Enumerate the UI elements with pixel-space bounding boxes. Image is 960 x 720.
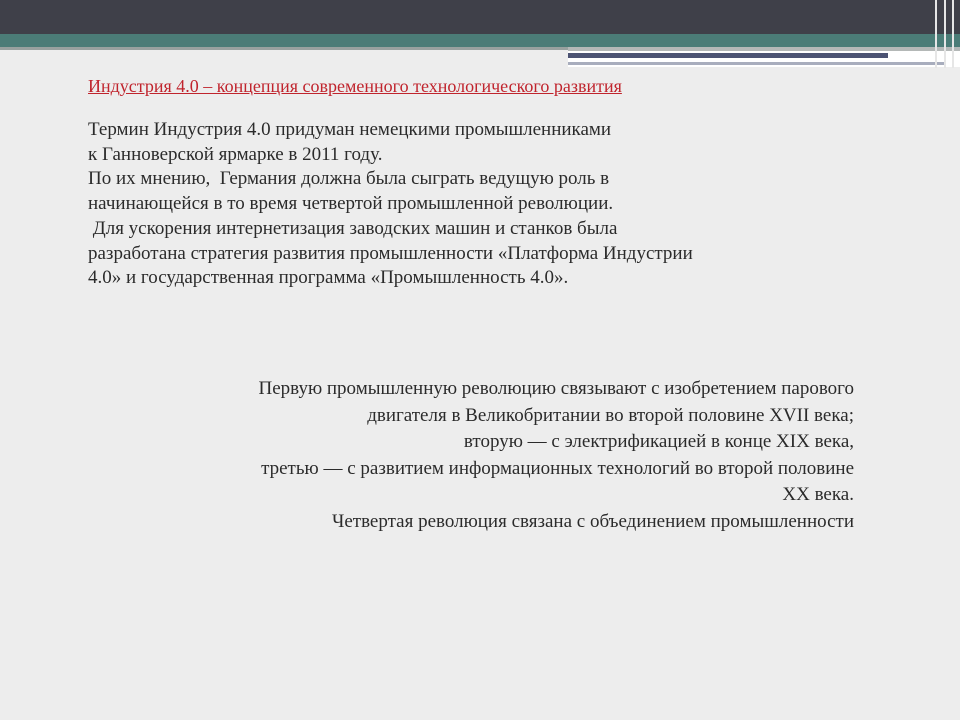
text-line: двигателя в Великобритании во второй половине XVII века; [367, 404, 854, 426]
text-line: к Ганноверской ярмарке в 2011 году. [88, 143, 383, 165]
slide-title[interactable]: Индустрия 4.0 – концепция современного технологического развития [88, 76, 622, 96]
header-vertical-line [944, 0, 946, 68]
header-navy-stripe [568, 53, 888, 58]
revolutions-paragraph [108, 376, 854, 535]
text-line: По их мнению, Германия должна была сыграть ведущую роль в [88, 168, 610, 190]
text-line: XX века. [782, 484, 854, 505]
header-dark-band [0, 0, 960, 34]
header-gray-band-left [0, 47, 568, 50]
intro-paragraph [88, 118, 888, 291]
text-line: Первую промышленную революцию связывают с изобретением парового [258, 378, 854, 399]
header-vertical-line [952, 0, 954, 68]
text-line: Для ускорения интернетизация заводских машин и станков была [88, 217, 618, 239]
header-vertical-line [935, 0, 937, 68]
text-line: начинающейся в то время четвертой промышленной революции. [88, 193, 614, 215]
text-line: 4.0» и государственная программа «Промышленность 4.0». [88, 267, 569, 289]
header-teal-band [0, 34, 960, 47]
text-line: Термин Индустрия 4.0 придуман немецкими промышленниками [88, 119, 612, 140]
text-line: разработана стратегия развития промышленности «Платформа Индустрии [88, 242, 693, 264]
text-line: Четвертая революция связана с объединением промышленности [331, 510, 854, 532]
header-light-stripe [568, 62, 944, 65]
text-line: третью — с развитием информационных технологий во второй половине [261, 457, 854, 479]
text-line: вторую — с электрификацией в конце XIX века, [463, 431, 854, 452]
